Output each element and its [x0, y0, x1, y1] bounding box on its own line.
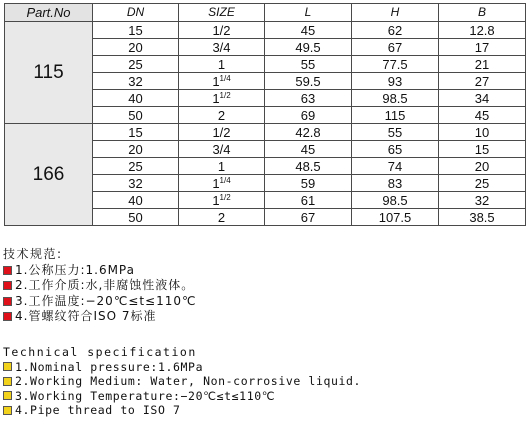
l-cell: 45 — [265, 141, 352, 158]
header-b: B — [439, 4, 526, 22]
dn-cell: 50 — [93, 107, 179, 124]
l-cell: 67 — [265, 209, 352, 226]
h-cell: 74 — [352, 158, 439, 175]
spec-item-text: 2.Working Medium: Water, Non-corrosive liquid. — [15, 374, 362, 388]
header-dn: DN — [93, 4, 179, 22]
spec-item — [3, 309, 197, 325]
b-cell: 34 — [439, 90, 526, 107]
size-cell — [179, 175, 265, 192]
l-cell: 55 — [265, 56, 352, 73]
b-cell: 20 — [439, 158, 526, 175]
b-cell: 17 — [439, 39, 526, 56]
h-cell: 107.5 — [352, 209, 439, 226]
header-h: H — [352, 4, 439, 22]
h-cell: 93 — [352, 73, 439, 90]
b-cell: 21 — [439, 56, 526, 73]
header-l: L — [265, 4, 352, 22]
h-cell: 65 — [352, 141, 439, 158]
spec-item-text: 4.Pipe thread to ISO 7 — [15, 403, 181, 417]
dn-cell: 20 — [93, 141, 179, 158]
spec-item — [3, 389, 361, 404]
dn-cell: 25 — [93, 158, 179, 175]
size-fraction: 1/4 — [219, 175, 231, 185]
dn-cell: 50 — [93, 209, 179, 226]
b-cell: 27 — [439, 73, 526, 90]
spec-item-text: 1.公称压力:1.6MPa — [15, 262, 135, 277]
size-whole: 1 — [212, 73, 220, 89]
table-header-row — [5, 4, 526, 22]
square-bullet-icon — [3, 406, 12, 415]
header-part-no: Part.No — [5, 4, 93, 22]
h-cell: 55 — [352, 124, 439, 141]
size-cell — [179, 73, 265, 90]
square-bullet-icon — [3, 266, 12, 275]
l-cell: 61 — [265, 192, 352, 209]
h-cell: 77.5 — [352, 56, 439, 73]
square-bullet-icon — [3, 391, 12, 400]
notes-chinese-heading: 技术规范: — [3, 247, 63, 261]
size-fraction: 1/4 — [219, 73, 231, 83]
size-whole: 1 — [212, 175, 220, 191]
notes-chinese — [3, 247, 197, 325]
dn-cell: 15 — [93, 124, 179, 141]
b-cell: 10 — [439, 124, 526, 141]
square-bullet-icon — [3, 362, 12, 371]
notes-english — [3, 345, 361, 418]
b-cell: 32 — [439, 192, 526, 209]
size-cell — [179, 90, 265, 107]
b-cell: 12.8 — [439, 22, 526, 39]
size-whole: 1 — [212, 90, 220, 106]
square-bullet-icon — [3, 312, 12, 321]
notes-english-heading: Technical specification — [3, 345, 197, 359]
size-whole: 1 — [212, 192, 220, 208]
size-cell: 2 — [179, 209, 265, 226]
square-bullet-icon — [3, 377, 12, 386]
size-cell: 3/4 — [179, 39, 265, 56]
dn-cell: 40 — [93, 90, 179, 107]
spec-item — [3, 294, 197, 310]
size-cell: 1 — [179, 158, 265, 175]
b-cell: 45 — [439, 107, 526, 124]
l-cell: 49.5 — [265, 39, 352, 56]
h-cell: 98.5 — [352, 192, 439, 209]
spec-item — [3, 374, 361, 389]
dn-cell: 40 — [93, 192, 179, 209]
size-cell: 3/4 — [179, 141, 265, 158]
dn-cell: 25 — [93, 56, 179, 73]
dn-cell: 32 — [93, 73, 179, 90]
part-number-cell: 166 — [5, 124, 93, 226]
dn-cell: 15 — [93, 22, 179, 39]
spec-item-text: 3.Working Temperature:−20℃≤t≤110℃ — [15, 388, 276, 403]
square-bullet-icon — [3, 297, 12, 306]
size-cell: 1 — [179, 56, 265, 73]
h-cell: 62 — [352, 22, 439, 39]
spec-item — [3, 263, 197, 279]
spec-item — [3, 403, 361, 418]
header-size: SIZE — [179, 4, 265, 22]
spec-item-text: 1.Nominal pressure:1.6MPa — [15, 359, 204, 374]
l-cell: 45 — [265, 22, 352, 39]
l-cell: 59.5 — [265, 73, 352, 90]
size-cell: 2 — [179, 107, 265, 124]
l-cell: 59 — [265, 175, 352, 192]
h-cell: 83 — [352, 175, 439, 192]
b-cell: 15 — [439, 141, 526, 158]
size-fraction: 1/2 — [219, 192, 231, 202]
spec-item — [3, 360, 361, 375]
l-cell: 69 — [265, 107, 352, 124]
l-cell: 42.8 — [265, 124, 352, 141]
h-cell: 115 — [352, 107, 439, 124]
spec-table — [4, 3, 526, 226]
spec-item-text: 2.工作介质:水,非腐蚀性液体。 — [15, 278, 195, 292]
l-cell: 48.5 — [265, 158, 352, 175]
dn-cell: 32 — [93, 175, 179, 192]
h-cell: 98.5 — [352, 90, 439, 107]
b-cell: 25 — [439, 175, 526, 192]
l-cell: 63 — [265, 90, 352, 107]
size-cell: 1/2 — [179, 22, 265, 39]
h-cell: 67 — [352, 39, 439, 56]
size-fraction: 1/2 — [219, 90, 231, 100]
square-bullet-icon — [3, 281, 12, 290]
spec-item-text: 3.工作温度:−20℃≤t≤110℃ — [15, 293, 197, 308]
dn-cell: 20 — [93, 39, 179, 56]
table-row — [5, 22, 526, 39]
part-number-cell: 115 — [5, 22, 93, 124]
spec-item-text: 4.管螺纹符合ISO 7标准 — [15, 309, 157, 323]
spec-item — [3, 278, 197, 294]
b-cell: 38.5 — [439, 209, 526, 226]
size-cell: 1/2 — [179, 124, 265, 141]
table-row — [5, 124, 526, 141]
size-cell — [179, 192, 265, 209]
